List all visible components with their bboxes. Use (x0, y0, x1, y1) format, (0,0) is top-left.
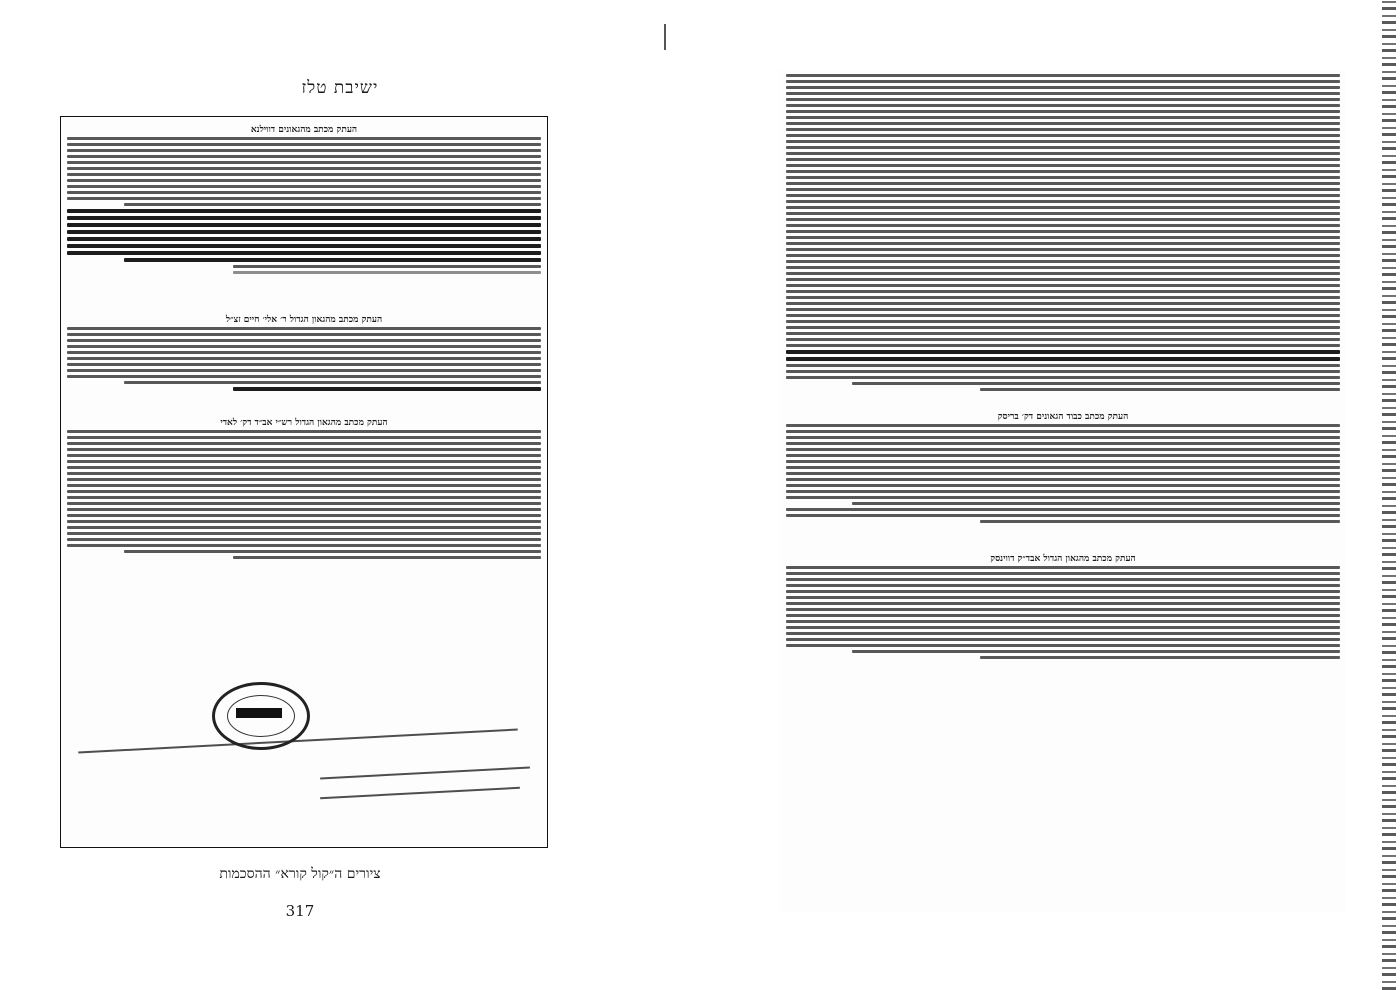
section-title: העתק מכתב מהגאון הגדול ר׳ אלי׳ חיים זצ״ל (225, 315, 383, 325)
text-block (61, 327, 547, 391)
page-caption: ציורים ה״קול קורא״ ההסכמות (219, 866, 381, 882)
page-number: 317 (285, 902, 315, 920)
page-header: ישיבת טלז (301, 78, 379, 98)
letter-section-right-2 (780, 553, 1346, 659)
letter-section-2 (61, 314, 547, 391)
right-document-scan (780, 70, 1346, 912)
text-block (780, 424, 1346, 523)
section-title: העתק מכתב מהגאון הגדול אבד״ק דווינסק (990, 554, 1136, 564)
section-title: העתק מכתב מהגאונים דווילנא (250, 125, 358, 135)
letter-section-1 (61, 117, 547, 274)
left-document-scan (60, 116, 548, 848)
text-block (61, 430, 547, 559)
scan-edge (1382, 0, 1396, 990)
text-block (61, 137, 547, 274)
letter-section-3 (61, 417, 547, 559)
text-block (780, 70, 1346, 391)
section-title: העתק מכתב כבוד הגאונים דק׳ בריסק (997, 412, 1129, 422)
text-block (780, 566, 1346, 659)
gutter-mark (664, 24, 666, 50)
section-title: העתק מכתב מהגאון הגדול רש״י אב״ד דק׳ לאדי (220, 418, 388, 428)
letter-section-right-1 (780, 411, 1346, 523)
